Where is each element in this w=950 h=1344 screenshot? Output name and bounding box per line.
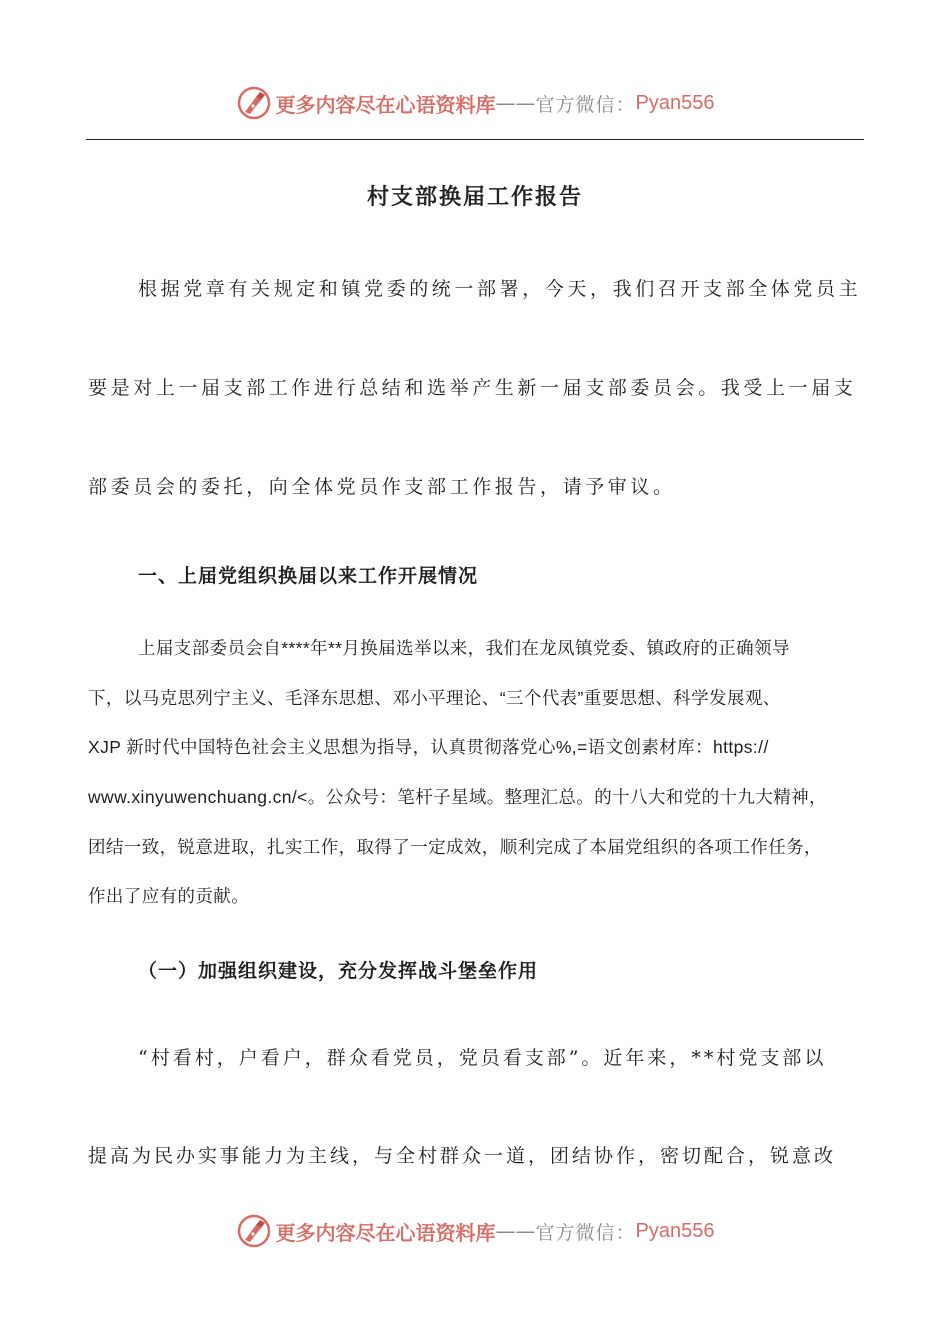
banner-dash: ——: [495, 1219, 536, 1243]
banner-dash: ——: [495, 91, 536, 115]
header-divider: [86, 139, 864, 140]
intro-line: 根据党章有关规定和镇党委的统一部署，今天，我们召开支部全体党员主: [138, 278, 862, 300]
pen-nib-logo-icon: [236, 1213, 272, 1249]
banner-wechat-id: Pyan556: [635, 1219, 715, 1242]
footer-banner: [0, 1211, 950, 1251]
section-line: 团结一致，锐意进取，扎实工作，取得了一定成效，顺利完成了本届党组织的各项工作任务，: [88, 837, 822, 857]
subsection-line: “村看村，户看户，群众看党员，党员看支部”。近年来，**村党支部以: [138, 1047, 827, 1069]
intro-line: 要是对上一届支部工作进行总结和选举产生新一届支部委员会。我受上一届支: [88, 377, 857, 399]
pen-nib-logo-icon: [236, 85, 272, 121]
subsection-line: 提高为民办实事能力为主线，与全村群众一道，团结协作，密切配合，锐意改: [88, 1145, 837, 1167]
banner-wechat-label: 官方微信：: [535, 93, 636, 116]
section-line: 下，以马克思列宁主义、毛泽东思想、邓小平理论、“三个代表”重要思想、科学发展观、: [88, 688, 781, 708]
section-line: XJP 新时代中国特色社会主义思想为指导，认真贯彻落党心%,=语文创素材库：https://: [88, 737, 769, 757]
header-banner: [0, 83, 950, 123]
document-title: 村支部换届工作报告: [366, 185, 583, 210]
section-line: 上届支部委员会自****年**月换届选举以来，我们在龙凤镇党委、镇政府的正确领导: [138, 638, 790, 658]
section-line: www.xinyuwenchuang.cn/<。公众号：笔杆子星域。整理汇总。的十八大和党的十九大精神，: [88, 787, 827, 807]
section-heading: 一、上届党组织换届以来工作开展情况: [138, 565, 479, 587]
subsection-heading: （一）加强组织建设，充分发挥战斗堡垒作用: [138, 960, 539, 982]
banner-wechat-label: 官方微信：: [535, 1221, 636, 1244]
banner-text: 更多内容尽在心语资料库: [275, 1220, 496, 1245]
intro-line: 部委员会的委托，向全体党员作支部工作报告，请予审议。: [88, 476, 676, 498]
banner-text: 更多内容尽在心语资料库: [275, 92, 496, 117]
banner-wechat-id: Pyan556: [635, 91, 715, 114]
section-line: 作出了应有的贡献。: [88, 886, 250, 906]
